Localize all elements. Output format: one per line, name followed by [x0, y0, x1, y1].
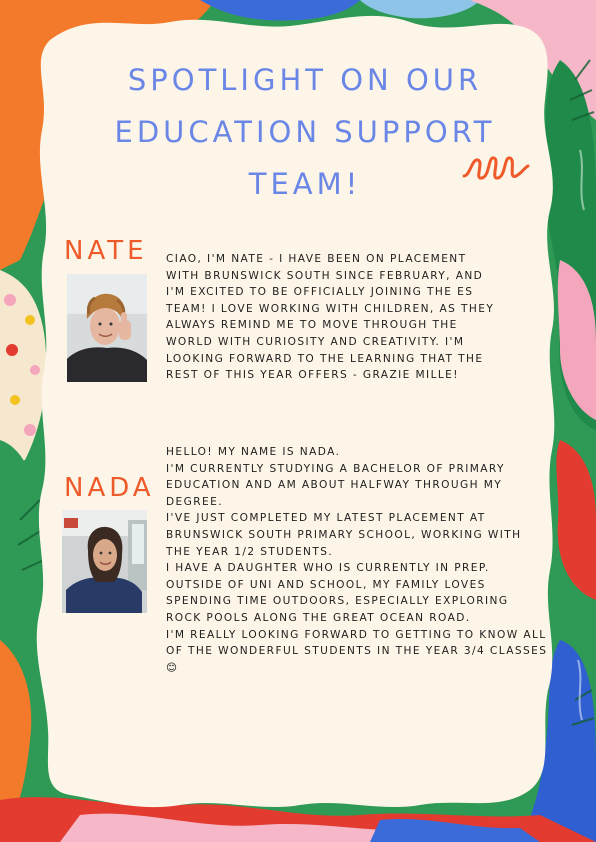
bio-paragraph: HELLO! MY NAME IS NADA. — [166, 446, 341, 458]
nate-photo — [67, 274, 147, 382]
title-line-3: TEAM! — [248, 167, 362, 201]
profile-bio-nate — [166, 251, 501, 384]
bio-paragraph: I HAVE A DAUGHTER WHO IS CURRENTLY IN PREP. OUTSIDE OF UNI AND SCHOOL, MY FAMILY LOVES SPENDING TIME OUTDOORS, ESPECIALLY EXPLORING ROCK POOLS ALONG THE GREAT OCEAN ROAD. — [166, 562, 509, 624]
profile-name-nate: NATE — [64, 236, 148, 266]
profile-name-nada: NADA — [64, 473, 155, 503]
bio-paragraph: I'M REALLY LOOKING FORWARD TO GETTING TO KNOW ALL OF THE WONDERFUL STUDENTS IN THE YEAR 3/4 CLASSES 😊 — [166, 628, 548, 674]
title-line-1: SPOTLIGHT ON OUR — [127, 63, 483, 97]
title-line-2: EDUCATION SUPPORT — [114, 115, 496, 149]
bio-paragraph: I'VE JUST COMPLETED MY LATEST PLACEMENT AT BRUNSWICK SOUTH PRIMARY SCHOOL, WORKING WITH THE YEAR 1/2 STUDENTS. — [166, 512, 522, 558]
squiggle-icon — [460, 150, 532, 186]
bio-paragraph: I'M CURRENTLY STUDYING A BACHELOR OF PRIMARY EDUCATION AND AM ABOUT HALFWAY THROUGH MY DEGREE. — [166, 462, 505, 508]
nada-photo — [62, 510, 147, 613]
page-title — [60, 54, 550, 210]
profile-bio-nada — [166, 444, 548, 676]
bio-paragraph: CIAO, I'M NATE - I HAVE BEEN ON PLACEMENT WITH BRUNSWICK SOUTH SINCE FEBRUARY, AND I'M EXCITED TO BE OFFICIALLY JOINING THE ES TEAM! I LOVE WORKING WITH CHILDREN, AS THEY ALWAYS REMIND ME TO MOVE THROUGH THE WORLD WITH CURIOSITY AND CREATIVITY. I'M LOOKING FORWARD TO THE LEARNING THAT THE REST OF THIS YEAR OFFERS - GRAZIE MILLE! — [166, 253, 495, 382]
